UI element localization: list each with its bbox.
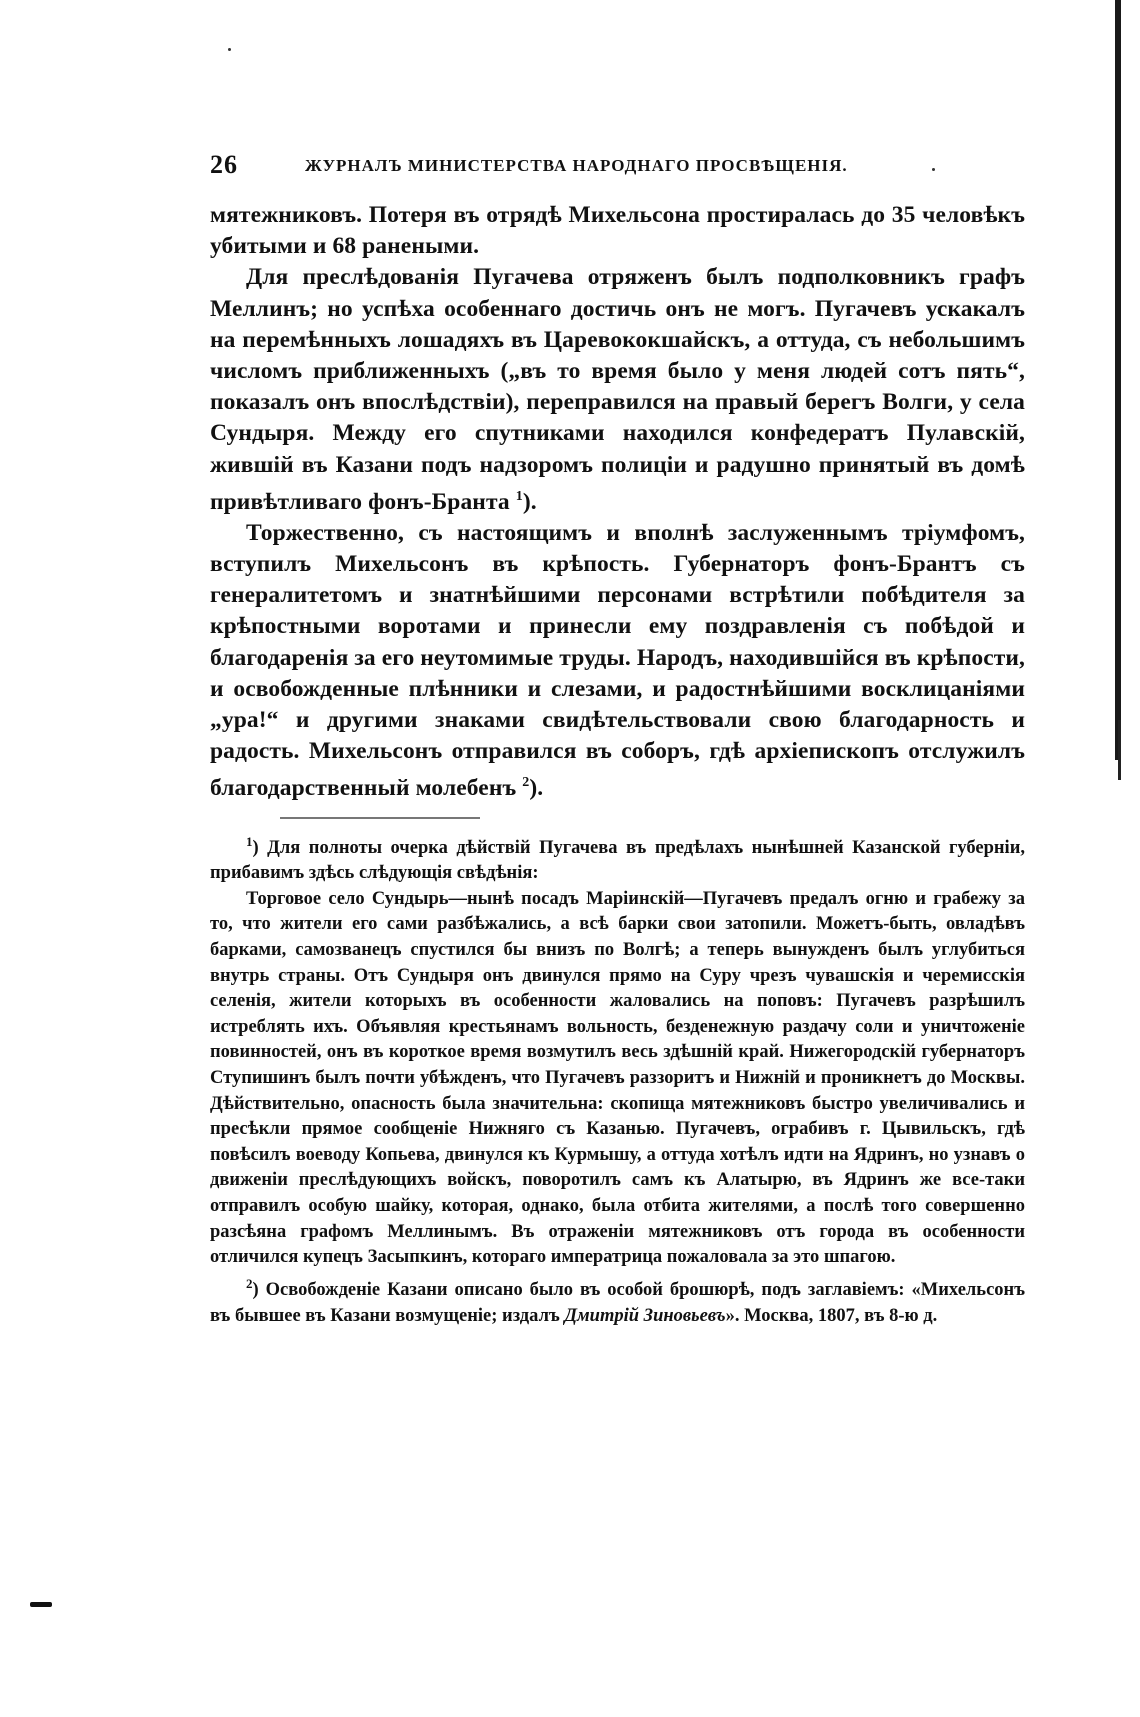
footnote-2 (210, 1271, 1025, 1329)
footnote-2-end: ». Москва, 1807, въ 8-ю д. (725, 1305, 938, 1326)
scan-dash-mark (30, 1602, 52, 1607)
paragraph-2-end: ). (522, 488, 537, 515)
running-head (210, 150, 1025, 190)
footnote-1-mark: 1 (246, 833, 253, 849)
footnote-1-intro-text: ) Для полноты очерка дѣйствій Пугачева въ предѣлахъ нынѣшней Казанской губерніи, прибавимъ здѣсь слѣдующія свѣдѣнія: (210, 837, 1025, 884)
paragraph-3-end: ). (529, 775, 544, 802)
footnote-1-intro (210, 829, 1025, 887)
footnote-2-mark: 2 (246, 1275, 253, 1291)
paragraph-2 (210, 262, 1025, 517)
footnote-2-author: Дмитрій Зиновьевъ (564, 1305, 726, 1326)
page-edge-line (1115, 0, 1121, 760)
page-edge-mark (1118, 720, 1121, 780)
footnote-2-text: ) Освобожденіе Казани описано было въ особой брошюрѣ, подъ заглавіемъ: «Михельсонъ въ бывшее въ Казани возмущеніе; издалъ (210, 1279, 1025, 1326)
paragraph-2-text: Для преслѣдованія Пугачева отряженъ былъ подполковникъ графъ Меллинъ; но успѣха особеннаго достичь онъ не могъ. Пугачевъ ускакалъ на перемѣнныхъ лошадяхъ въ Царевококшайскъ, а оттуда, съ небольшимъ числомъ приближенныхъ („въ то время было у меня людей сотъ пять“, показалъ онъ впослѣдствіи), переправился на правый берегъ Волги, у села Сундыря. Между его спутниками находился конфедератъ Пулавскій, жившій въ Казани подъ надзоромъ полиціи и радушно принятый въ домѣ привѣтливаго фонъ-Бранта (210, 264, 1025, 515)
page-number: 26 (210, 150, 238, 179)
paragraph-3-text: Торжественно, съ настоящимъ и вполнѣ заслуженнымъ тріумфомъ, вступилъ Михельсонъ въ крѣпость. Губернаторъ фонъ-Брантъ съ генералитетомъ и знатнѣйшими персонами встрѣтили побѣдителя за крѣпостными воротами и принесли ему поздравленія съ побѣдой и благодаренія за его неутомимые труды. Народъ, находившійся въ крѣпости, и освобожденные плѣнники и слезами, и радостнѣйшими восклицаніями „ура!“ и другими знаками свидѣтельствовали свою благодарность и радость. Михельсонъ отправился въ соборъ, гдѣ архіепископъ отслужилъ благодарственный молебенъ (210, 519, 1025, 802)
journal-title: ЖУРНАЛЪ МИНИСТЕРСТВА НАРОДНАГО ПРОСВѢЩЕНІЯ. (305, 156, 848, 175)
footnotes (210, 829, 1025, 1330)
scan-speck (228, 48, 231, 51)
document-page (210, 150, 1025, 1329)
footnote-1-body: Торговое село Сундырь—нынѣ посадъ Маріинскій—Пугачевъ предалъ огню и грабежу за то, что жители его сами разбѣжались, а всѣ барки свои затопили. Можетъ-быть, овладѣвъ барками, самозванецъ спустился бы внизъ по Волгѣ; а теперь вынужденъ былъ углубиться внутрь страны. Отъ Сундыря онъ двинулся прямо на Суру чрезъ чувашскія и черемисскія селенія, жители которыхъ въ особенности жаловались на поповъ: Пугачевъ разрѣшилъ истреблять ихъ. Объявляя крестьянамъ вольность, безденежную раздачу соли и уничтоженіе повинностей, онъ въ короткое время возмутилъ весь здѣшній край. Нижегородскій губернаторъ Ступишинъ былъ почти убѣжденъ, что Пугачевъ раззоритъ и Нижній и проникнетъ до Москвы. Дѣйствительно, опасность была значительна: скопища мятежниковъ быстро увеличивались и пресѣкли прямое сообщеніе Нижняго съ Казанью. Пугачевъ, ограбивъ г. Цывильскъ, гдѣ повѣсилъ воеводу Копьева, двинулся къ Курмышу, а оттуда хотѣлъ идти на Ядринъ, но узнавъ о движеніи преслѣдующихъ войскъ, поворотилъ самъ къ Алатырю, въ Ядринъ же все-таки отправилъ особую шайку, которая, однако, была отбита жителями, а послѣ того совершенно разсѣяна графомъ Меллинымъ. Въ отраженіи мятежниковъ отъ города въ особенности отличился купецъ Засыпкинъ, котораго императрица пожаловала за это шпагою. (210, 888, 1025, 1268)
paragraph-3 (210, 518, 1025, 805)
body-text (210, 200, 1025, 805)
footnote-ref-2: 2 (522, 775, 530, 791)
paragraph-1: мятежниковъ. Потеря въ отрядѣ Михельсона простиралась до 35 человѣкъ убитыми и 68 ранеными. (210, 202, 1025, 260)
footnote-ref-1: 1 (515, 488, 523, 504)
footnote-separator (280, 817, 480, 819)
